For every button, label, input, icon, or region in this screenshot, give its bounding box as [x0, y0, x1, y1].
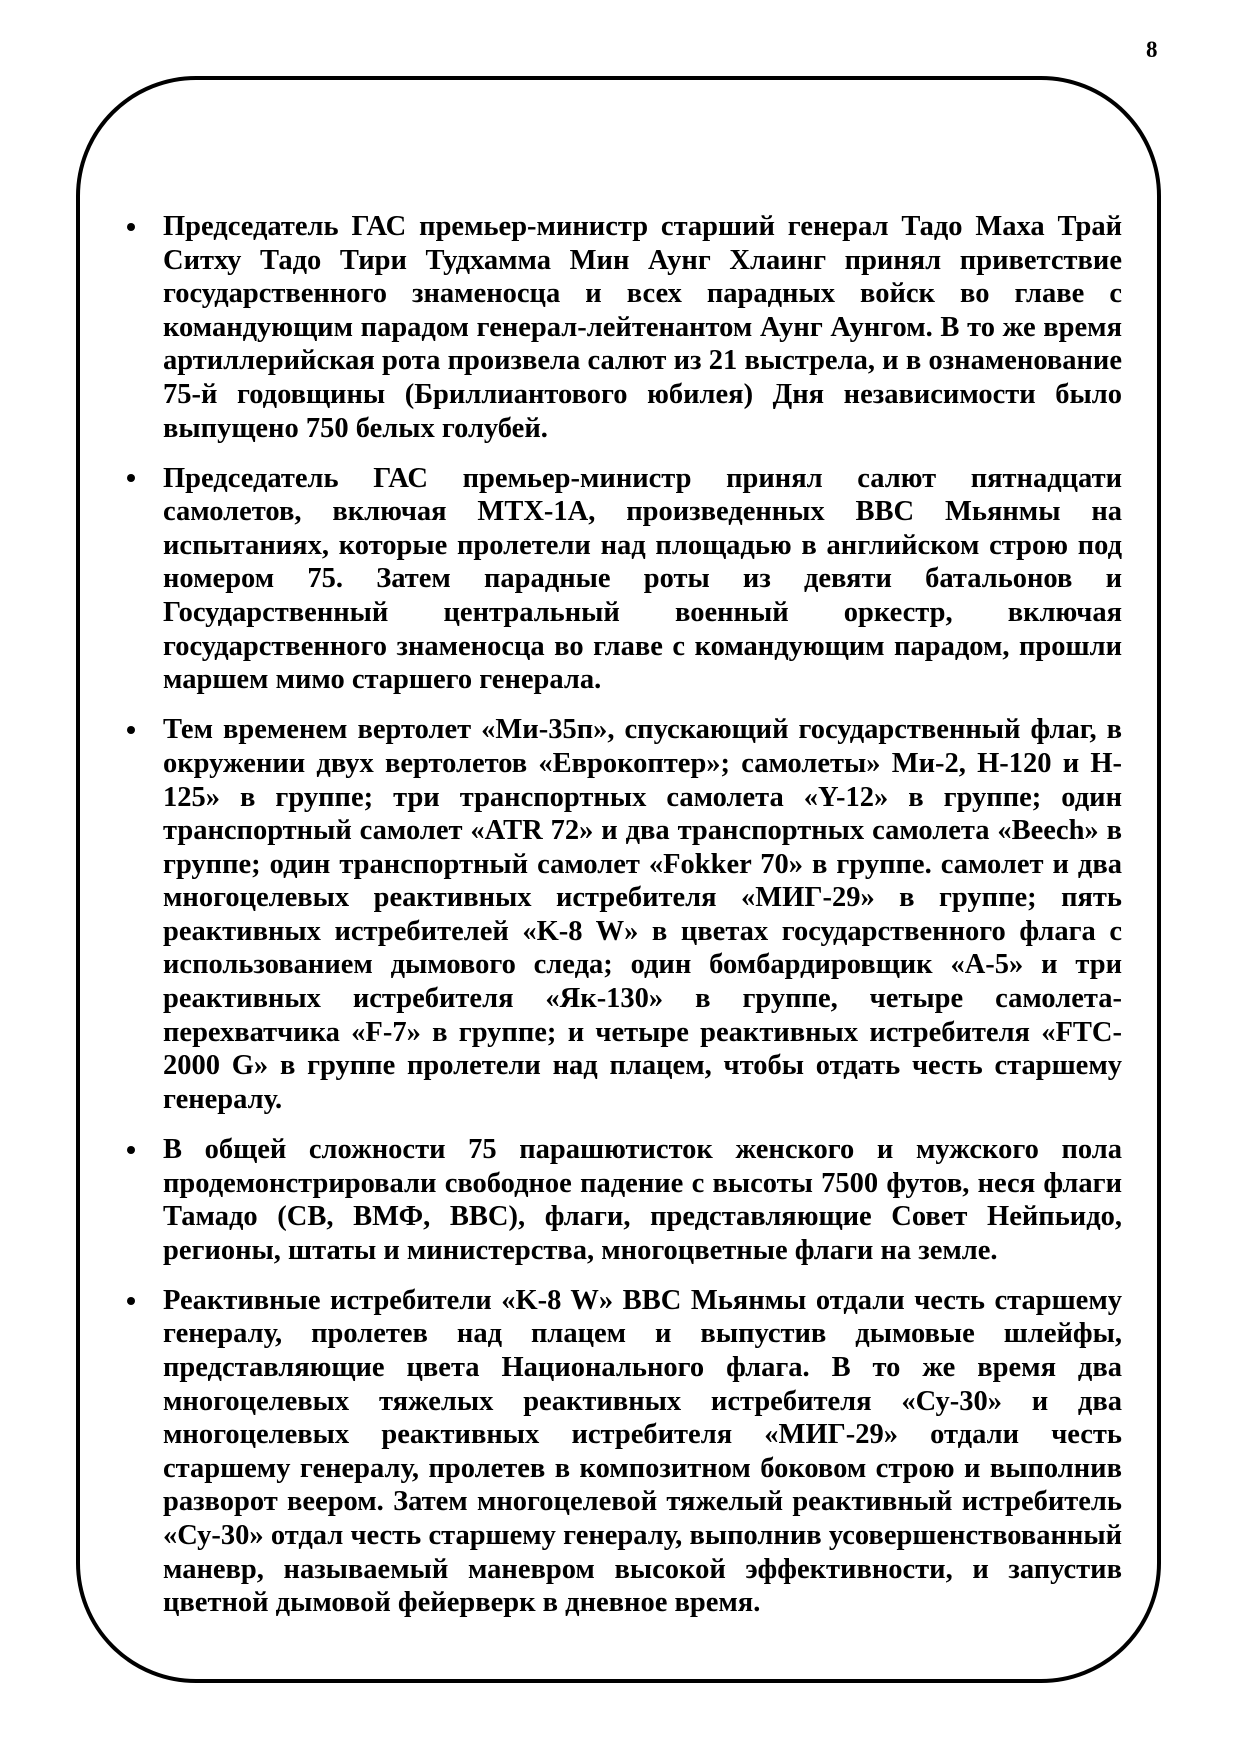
paragraph-text: Председатель ГАС премьер-министр старший генерал Тадо Маха Трай Ситху Тадо Тири Тудхамма Мин Аунг Хлаинг принял приветствие государственного знаменосца и всех парадных войск во главе с командующим парадом генерал-лейтенантом Аунг Аунгом. В то же время артиллерийская рота произвела салют из 21 выстрела, и в ознаменование 75-й годовщины (Бриллиантового юбилея) Дня независимости было выпущено 750 белых голубей.: [163, 211, 1122, 444]
list-item: [163, 1284, 1122, 1620]
bullet-list: [163, 210, 1122, 1636]
paragraph-text: Председатель ГАС премьер-министр принял салют пятнадцати самолетов, включая MTX-1A, произведенных ВВС Мьянмы на испытаниях, которые пролетели над площадью в английском строю под номером 75. Затем парадные роты из девяти батальонов и Государственный центральный военный оркестр, включая государственного знаменосца во главе с командующим парадом, прошли маршем мимо старшего генерала.: [163, 462, 1122, 696]
list-item: [163, 210, 1122, 445]
paragraph-text: Тем временем вертолет «Ми-35п», спускающий государственный флаг, в окружении двух вертолетов «Еврокоптер»; самолеты» Ми-2, H-120 и H-125» в группе; три транспортных самолета «Y-12» в группе; один транспортный самолет «ATR 72» и два транспортных самолета «Beech» в группе; один транспортный самолет «Fokker 70» в группе. самолет и два многоцелевых реактивных истребителя «МИГ-29» в группе; пять реактивных истребителей «K-8 W» в цветах государственного флага с использованием дымового следа; один бомбардировщик «A-5» и три реактивных истребителя «Як-130» в группе, четыре самолета-перехватчика «F-7» в группе; и четыре реактивных истребителя «FTC-2000 G» в группе пролетели над плацем, чтобы отдать честь старшему генералу.: [163, 714, 1122, 1115]
list-item: [163, 713, 1122, 1116]
page-number: 8: [1146, 37, 1158, 62]
bullet-icon: [127, 1146, 135, 1154]
paragraph-text: В общей сложности 75 парашютисток женского и мужского пола продемонстрировали свободное падение с высоты 7500 футов, неся флаги Тамадо (СВ, ВМФ, ВВС), флаги, представляющие Совет Нейпьидо, регионы, штаты и министерства, многоцветные флаги на земле.: [163, 1133, 1122, 1266]
list-item: [163, 1133, 1122, 1267]
paragraph-text: Реактивные истребители «K-8 W» ВВС Мьянмы отдали честь старшему генералу, пролетев над плацем и выпустив дымовые шлейфы, представляющие цвета Национального флага. В то же время два многоцелевых тяжелых реактивных истребителя «Су-30» и два многоцелевых реактивных истребителя «МИГ-29» отдали честь старшему генералу, пролетев в композитном боковом строю и выполнив разворот веером. Затем многоцелевой тяжелый реактивный истребитель «Су-30» отдал честь старшему генералу, выполнив усовершенствованный маневр, называемый маневром высокой эффективности, и запустив цветной дымовой фейерверк в дневное время.: [163, 1284, 1122, 1619]
list-item: [163, 462, 1122, 697]
bullet-icon: [127, 1297, 135, 1305]
bullet-icon: [127, 223, 135, 231]
